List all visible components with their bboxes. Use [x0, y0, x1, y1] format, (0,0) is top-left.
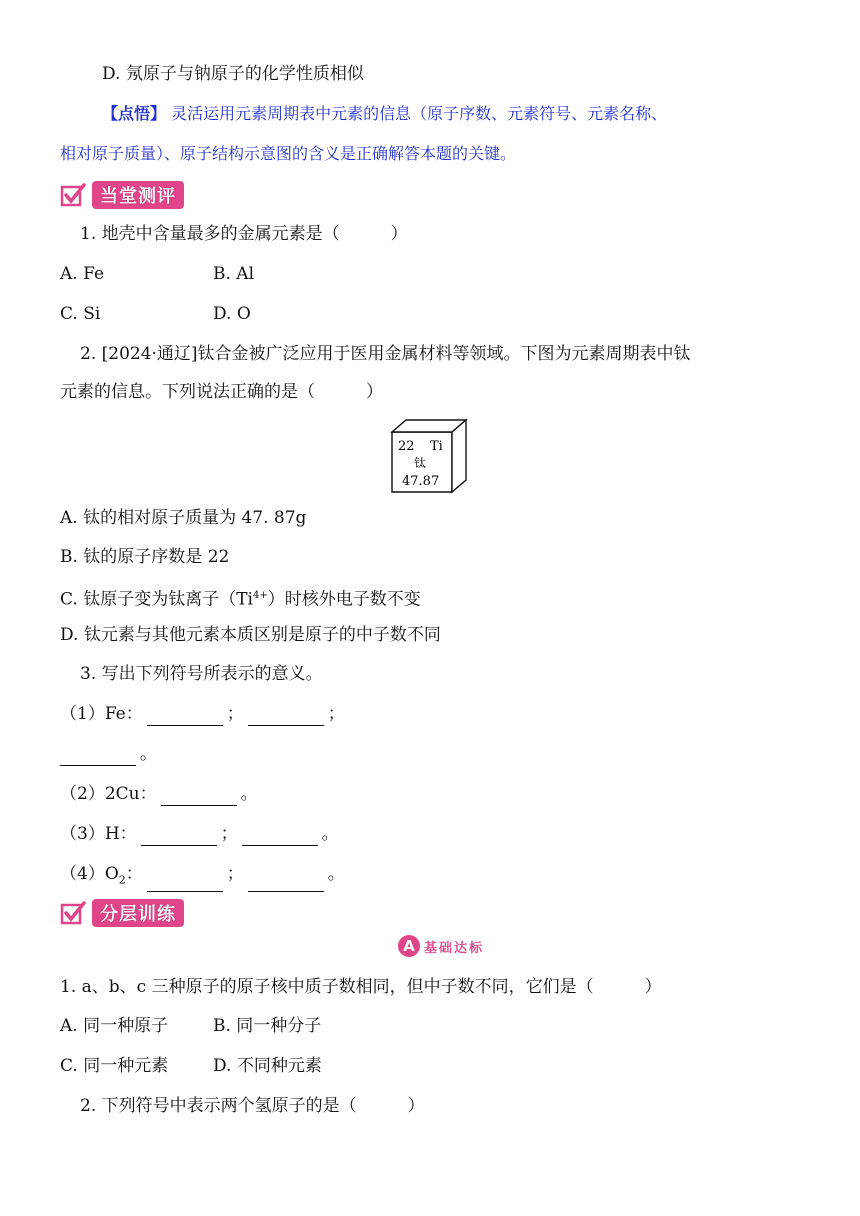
- q3-part-1-label: （1）Fe：: [60, 704, 143, 724]
- q1-option-b: B. Al: [213, 264, 255, 284]
- element-symbol: Ti: [430, 439, 443, 454]
- answer-blank[interactable]: [161, 787, 237, 806]
- element-number: 22: [398, 439, 415, 454]
- q3-part-4: [60, 862, 345, 892]
- q3-part-1: [60, 702, 345, 726]
- level-letter-icon: A: [398, 935, 420, 957]
- q3-part-3-label: （3）H：: [60, 824, 137, 844]
- answer-blank[interactable]: [248, 873, 324, 892]
- section-header-assessment: [60, 180, 184, 210]
- q2-option-d: D. 钛元素与其他元素本质区别是原子的中子数不同: [60, 625, 441, 645]
- q2-option-c-pre: C. 钛原子变为钛离子（Ti: [60, 589, 253, 610]
- element-name: 钛: [414, 456, 427, 470]
- period: 。: [240, 784, 258, 804]
- question-1: 1. 地壳中含量最多的金属元素是（ ）: [80, 224, 408, 244]
- q3-part-2-label: （2）2Cu：: [60, 784, 157, 804]
- tq1-option-d: D. 不同种元素: [213, 1056, 322, 1076]
- answer-blank[interactable]: [242, 827, 318, 846]
- section-header-tiered-training: [60, 898, 184, 928]
- question-2-line-2: 元素的信息。下列说法正确的是（ ）: [60, 382, 383, 402]
- tq1-option-b: B. 同一种分子: [213, 1016, 322, 1036]
- insight-line-1: [102, 102, 667, 126]
- colon: ：: [125, 864, 143, 884]
- element-mass: 47.87: [402, 474, 440, 489]
- section-title: 当堂测评: [92, 181, 184, 209]
- period: 。: [140, 744, 157, 764]
- titanium-element-card: [390, 418, 470, 498]
- q1-option-c: C. Si: [60, 304, 101, 324]
- q2-option-c-post: ）时核外电子数不变: [267, 589, 421, 610]
- period: 。: [327, 864, 345, 884]
- insight-line-2: 相对原子质量）、原子结构示意图的含义是正确解答本题的关键。: [60, 144, 517, 163]
- answer-blank[interactable]: [141, 827, 217, 846]
- answer-blank[interactable]: [147, 707, 223, 726]
- insight-label: 【点悟】: [102, 104, 167, 123]
- section-title: 分层训练: [92, 899, 184, 927]
- period: 。: [321, 824, 339, 844]
- checkbox-check-icon: [60, 182, 86, 208]
- q2-option-a: A. 钛的相对原子质量为 47. 87g: [60, 508, 307, 528]
- semicolon: ；: [327, 704, 345, 724]
- q2-option-b: B. 钛的原子序数是 22: [60, 547, 230, 567]
- training-question-2: 2. 下列符号中表示两个氢原子的是（ ）: [80, 1096, 425, 1116]
- q1-option-a: A. Fe: [60, 264, 105, 284]
- q3-part-2: [60, 782, 258, 806]
- tq1-option-a: A. 同一种原子: [60, 1016, 169, 1036]
- question-2-line-1: 2. [2024·通辽]钛合金被广泛应用于医用金属材料等领域。下图为元素周期表中钛: [80, 344, 691, 364]
- answer-blank[interactable]: [147, 873, 223, 892]
- q2-option-c: [60, 584, 421, 612]
- option-d: D. 氖原子与钠原子的化学性质相似: [102, 64, 364, 84]
- level-badge: [398, 935, 484, 957]
- level-text: 基础达标: [424, 940, 485, 956]
- answer-blank[interactable]: [60, 747, 136, 766]
- q3-part-1-cont: [60, 742, 157, 766]
- tq1-option-c: C. 同一种元素: [60, 1056, 169, 1076]
- q3-part-3: [60, 822, 339, 846]
- ion-charge: 4+: [253, 590, 268, 601]
- subscript: 2: [118, 873, 126, 887]
- training-question-1: 1. a、b、c 三种原子的原子核中质子数相同，但中子数不同，它们是（ ）: [60, 977, 662, 997]
- insight-text-1: 灵活运用元素周期表中元素的信息（原子序数、元素符号、元素名称、: [171, 104, 668, 123]
- semicolon: ；: [226, 704, 244, 724]
- q1-option-d: D. O: [213, 304, 251, 324]
- answer-blank[interactable]: [248, 707, 324, 726]
- question-3: 3. 写出下列符号所表示的意义。: [80, 664, 323, 684]
- q3-part-4-label: （4）O: [60, 864, 119, 884]
- semicolon: ；: [220, 824, 238, 844]
- checkbox-check-icon: [60, 900, 86, 926]
- semicolon: ；: [226, 864, 244, 884]
